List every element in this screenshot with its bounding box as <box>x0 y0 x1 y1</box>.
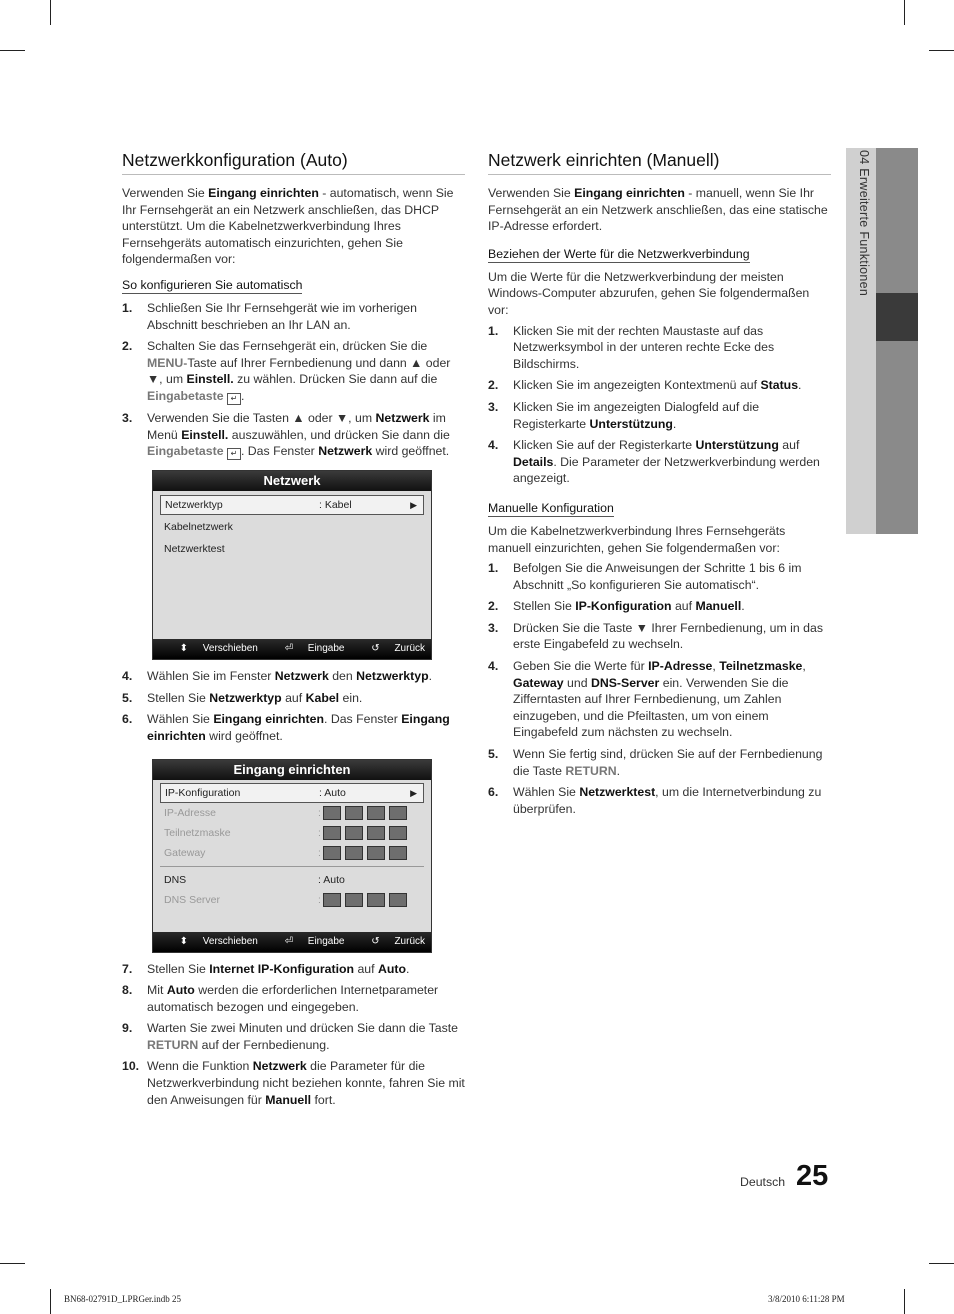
enter-icon: ⏎ <box>284 935 293 947</box>
divider <box>160 866 424 867</box>
intro-text: Verwenden Sie Eingang einrichten - automatisch, wenn Sie Ihr Fernsehgerät an ein Netzwerk anschließen, das DHCP unterstützt. Um die Kabelnetzwerkverbindung Ihres Fernsehgeräts automatisch einzurichten, gehen Sie folgendermaßen vor: <box>122 186 454 267</box>
menu-item-dns-server[interactable]: DNS Server : <box>160 890 424 910</box>
crop-mark <box>0 1263 25 1264</box>
updown-icon: ⬍ <box>179 643 188 655</box>
step-item: 3. Drücken Sie die Taste ▼ Ihrer Fernbedienung, um in das erste Eingabefeld zu wechseln. <box>488 620 823 652</box>
arrow-right-icon: ▶ <box>410 787 417 798</box>
step-item: 7. Stellen Sie Internet IP-Konfiguration auf Auto. <box>122 961 410 976</box>
menu-item-dns[interactable]: DNS : Auto <box>164 873 345 886</box>
step-item: 5. Wenn Sie fertig sind, drücken Sie auf der Fernbedienung die Taste RETURN. <box>488 747 823 778</box>
step-list <box>122 961 465 1109</box>
step-item: 2. Klicken Sie im angezeigten Kontextmenü auf Status. <box>488 378 802 393</box>
page-number: 25 <box>796 1160 829 1192</box>
enter-hint: ⏎ Eingabe <box>284 643 345 655</box>
osd-title: Eingang einrichten <box>153 760 431 780</box>
crop-mark <box>929 50 954 51</box>
sub-intro-text: Um die Kabelnetzwerkverbindung Ihres Fernsehgeräts manuell einzurichten, gehen Sie folgendermaßen vor: <box>488 523 786 555</box>
step-item: 4. Wählen Sie im Fenster Netzwerk den Netzwerktyp. <box>122 669 433 684</box>
step-list <box>488 560 831 817</box>
crop-mark <box>904 1289 905 1314</box>
crop-mark <box>0 50 25 51</box>
step-item: 8. Mit Auto werden die erforderlichen Internetparameter automatisch bezogen und eingegeben. <box>122 983 439 1014</box>
step-item: 1. Schließen Sie Ihr Fernsehgerät wie im vorherigen Abschnitt beschrieben an Ihr LAN an. <box>122 300 417 332</box>
step-item: 5. Stellen Sie Netzwerktyp auf Kabel ein. <box>122 690 363 705</box>
step-item: 2. Stellen Sie IP-Konfiguration auf Manuell. <box>488 599 745 614</box>
menu-item-gateway[interactable]: Gateway : <box>160 843 424 863</box>
menu-item-netzwerktest[interactable]: Netzwerktest <box>164 543 225 556</box>
crop-mark <box>50 1289 51 1314</box>
menu-item-ip-adresse[interactable]: IP-Adresse : <box>160 803 424 823</box>
left-column <box>122 150 465 1116</box>
step-item: 6. Wählen Sie Eingang einrichten. Das Fenster Eingang einrichten wird geöffnet. <box>122 712 450 743</box>
step-list <box>122 300 465 460</box>
step-list <box>122 668 465 744</box>
right-column <box>488 150 831 825</box>
enter-icon: ⏎ <box>284 643 293 655</box>
side-tab-label: 04 Erweiterte Funktionen <box>857 150 871 297</box>
section-title-manual: Netzwerk einrichten (Manuell) <box>488 150 831 175</box>
step-item: 1. Befolgen Sie die Anweisungen der Schritte 1 bis 6 im Abschnitt „So konfigurieren Sie automatisch“. <box>488 561 802 592</box>
menu-item-kabelnetzwerk[interactable]: Kabelnetzwerk <box>164 521 233 534</box>
menu-item-netzwerktyp[interactable]: Netzwerktyp : Kabel ▶ <box>160 495 424 515</box>
step-item: 10. Wenn die Funktion Netzwerk die Parameter für die Netzwerkverbindung nicht beziehen konnte, fahren Sie mit den Anweisungen für Manuell fort. <box>122 1059 465 1107</box>
back-hint: ↺ Zurück <box>371 935 425 947</box>
osd-footer <box>153 932 431 952</box>
step-item: 9. Warten Sie zwei Minuten und drücken Sie dann die Taste RETURN auf der Fernbedienung. <box>122 1021 459 1052</box>
side-tab-block <box>876 341 918 534</box>
menu-item-teilnetzmaske[interactable]: Teilnetzmaske : <box>160 823 424 843</box>
sub-intro-text: Um die Werte für die Netzwerkverbindung der meisten Windows-Computer abzurufen, gehen Sie folgendermaßen vor: <box>488 269 810 317</box>
step-item: 6. Wählen Sie Netzwerktest, um die Internetverbindung zu überprüfen. <box>488 785 822 816</box>
osd-netzwerk <box>152 470 432 660</box>
crop-mark <box>929 1263 954 1264</box>
osd-eingang-einrichten <box>152 759 432 953</box>
step-item: 2. Schalten Sie das Fernsehgerät ein, drücken Sie die MENU-Taste auf Ihrer Fernbedienung und dann ▲ oder ▼, um Einstell. zu wählen. Drücken Sie dann auf die Eingabetaste ↵ . <box>122 339 451 403</box>
move-hint: ⬍ Verschieben <box>179 935 258 947</box>
section-title-auto: Netzwerkkonfiguration (Auto) <box>122 150 465 175</box>
subheading: Manuelle Konfiguration <box>488 500 614 515</box>
step-list <box>488 323 831 487</box>
crop-mark <box>50 0 51 25</box>
step-item: 4. Geben Sie die Werte für IP-Adresse, Teilnetzmaske, Gateway und DNS-Server ein. Verwenden Sie die Zifferntasten auf Ihrer Fernbedienung, um Zahlen einzugeben, und die Pfeiltasten, um von einem Eingabefeld zum nächsten zu wechseln. <box>488 659 806 740</box>
osd-title: Netzwerk <box>153 471 431 491</box>
return-icon: ↺ <box>371 935 380 947</box>
back-hint: ↺ Zurück <box>371 643 425 655</box>
enter-key-icon: ↵ <box>227 448 241 460</box>
subheading: Beziehen der Werte für die Netzwerkverbindung <box>488 246 750 261</box>
arrow-right-icon: ▶ <box>410 500 417 511</box>
updown-icon: ⬍ <box>179 935 188 947</box>
menu-item-ip-konfiguration[interactable]: IP-Konfiguration : Auto ▶ <box>160 783 424 803</box>
osd-footer <box>153 639 431 659</box>
side-tab-block <box>876 148 918 293</box>
subheading: So konfigurieren Sie automatisch <box>122 277 303 292</box>
step-item: 3. Verwenden Sie die Tasten ▲ oder ▼, um Netzwerk im Menü Einstell. auszuwählen, und drücken Sie dann die Eingabetaste ↵ . Das Fenster Netzwerk wird geöffnet. <box>122 410 450 459</box>
return-icon: ↺ <box>371 643 380 655</box>
side-tab-active-block <box>876 293 918 341</box>
step-item: 1. Klicken Sie mit der rechten Maustaste auf das Netzwerksymbol in der unteren rechte Ecke des Bildschirms. <box>488 323 775 371</box>
print-slug-date: 3/8/2010 6:11:28 PM <box>768 1294 845 1304</box>
intro-text: Verwenden Sie Eingang einrichten - manuell, wenn Sie Ihr Fernsehgerät an ein Netzwerk anschließen, das eine statische IP-Adresse erfordert. <box>488 186 828 234</box>
move-hint: ⬍ Verschieben <box>179 643 258 655</box>
footer-language: Deutsch <box>740 1175 786 1189</box>
step-item: 3. Klicken Sie im angezeigten Dialogfeld auf die Registerkarte Unterstützung. <box>488 399 760 431</box>
print-slug-file: BN68-02791D_LPRGer.indb 25 <box>64 1294 181 1304</box>
step-item: 4. Klicken Sie auf der Registerkarte Unterstützung auf Details. Die Parameter der Netzwerkverbindung werden angezeigt. <box>488 438 820 486</box>
enter-hint: ⏎ Eingabe <box>284 935 345 947</box>
ip-field-boxes <box>323 846 411 866</box>
crop-mark <box>904 0 905 25</box>
ip-field-boxes <box>323 893 411 913</box>
enter-key-icon: ↵ <box>227 393 241 405</box>
